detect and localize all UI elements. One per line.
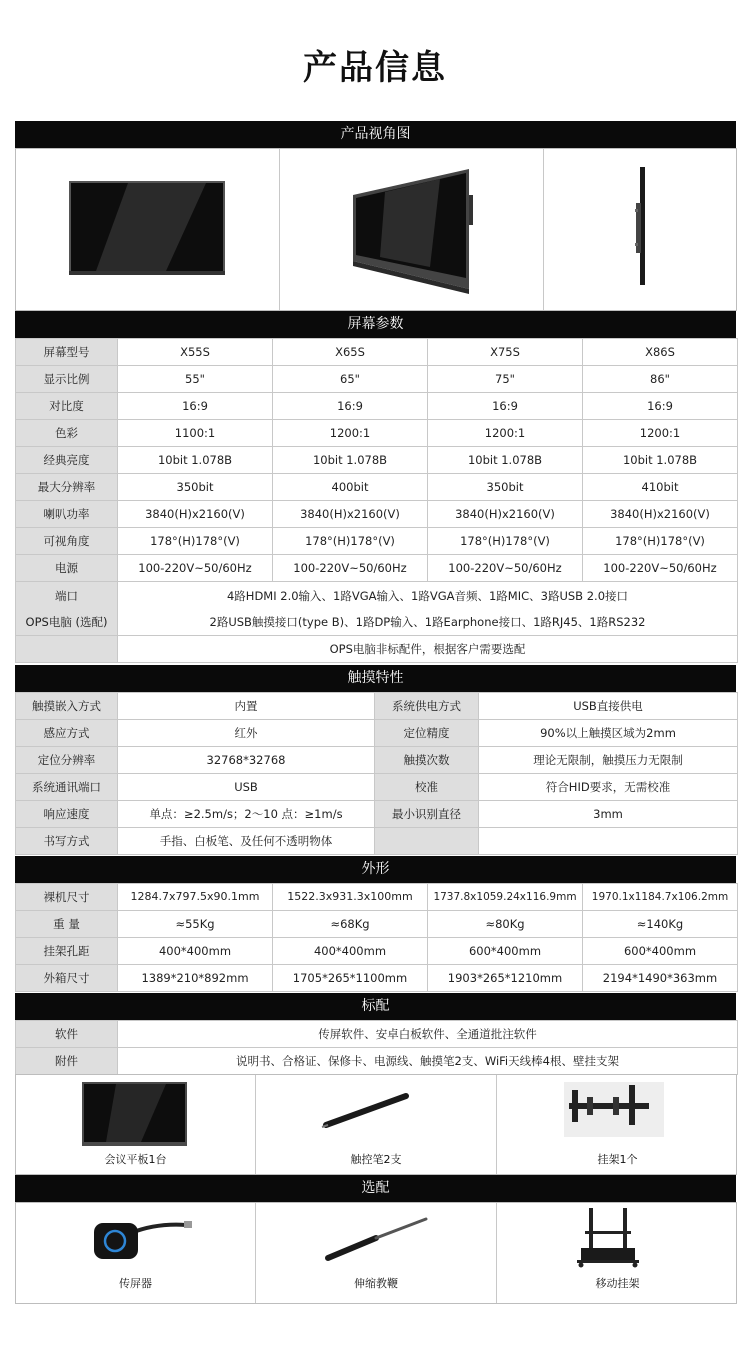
table-cell: 10bit 1.078B	[273, 447, 428, 474]
page-title: 产品信息	[303, 48, 447, 88]
table-cell: 86"	[583, 366, 738, 393]
item-caption: 移动挂架	[595, 1277, 640, 1290]
table-cell: 单点：≥2.5m/s；2～10 点：≥1m/s	[118, 801, 375, 828]
port-line-1: 4路HDMI 2.0输入、1路VGA输入、1路VGA音频、1路MIC、3路USB 2.0接口	[226, 588, 629, 603]
table-cell: 32768*32768	[118, 747, 375, 774]
row-label: 附件	[16, 1048, 118, 1075]
optional-item-stand	[497, 1203, 738, 1303]
table-row	[16, 965, 738, 992]
table-cell: 10bit 1.078B	[583, 447, 738, 474]
table-cell: 100-220V~50/60Hz	[118, 555, 273, 582]
table-cell: 3mm	[479, 801, 738, 828]
table-row	[16, 555, 738, 582]
row-label: 屏幕型号	[16, 339, 118, 366]
table-cell: 178°(H)178°(V)	[428, 528, 583, 555]
table-cell: ≈68Kg	[273, 911, 428, 938]
standard-items-panel	[15, 1074, 737, 1175]
view-front	[16, 149, 280, 310]
table-row	[16, 693, 738, 720]
model-cell: X55S	[118, 339, 273, 366]
item-caption: 会议平板1台	[104, 1153, 167, 1166]
section-header-touch: 触摸特性	[15, 665, 736, 692]
table-row	[16, 528, 738, 555]
table-cell: ≈140Kg	[583, 911, 738, 938]
table-row	[16, 1048, 738, 1075]
optional-item-pointer	[256, 1203, 497, 1303]
table-cell: 600*400mm	[428, 938, 583, 965]
table-cell: 1200:1	[583, 420, 738, 447]
table-row	[16, 774, 738, 801]
table-cell: 符合HID要求，无需校准	[479, 774, 738, 801]
angle-view-image	[280, 149, 544, 312]
table-cell: 1389*210*892mm	[118, 965, 273, 992]
table-cell: 600*400mm	[583, 938, 738, 965]
section-header-optional: 选配	[15, 1175, 736, 1202]
table-cell: 350bit	[118, 474, 273, 501]
port-label-cell	[16, 582, 118, 636]
table-cell: 1200:1	[428, 420, 583, 447]
model-cell: X75S	[428, 339, 583, 366]
table-cell: USB直接供电	[479, 693, 738, 720]
row-label: 色彩	[16, 420, 118, 447]
row-label: 对比度	[16, 393, 118, 420]
table-cell: 1903*265*1210mm	[428, 965, 583, 992]
row-label: 裸机尺寸	[16, 884, 118, 911]
table-cell: 350bit	[428, 474, 583, 501]
table-cell: 178°(H)178°(V)	[273, 528, 428, 555]
table-cell: 1737.8x1059.24x116.9mm	[428, 884, 583, 911]
standard-item-bracket	[497, 1075, 738, 1174]
table-cell: 内置	[118, 693, 375, 720]
table-cell: 10bit 1.078B	[428, 447, 583, 474]
port-detail-cell	[118, 582, 738, 636]
table-cell: 400bit	[273, 474, 428, 501]
row-label: 感应方式	[16, 720, 118, 747]
table-row	[16, 911, 738, 938]
view-side	[544, 149, 738, 310]
table-row	[16, 1021, 738, 1048]
table-cell: 3840(H)x2160(V)	[428, 501, 583, 528]
table-cell: 90%以上触摸区域为2mm	[479, 720, 738, 747]
row-label: 触摸嵌入方式	[16, 693, 118, 720]
table-cell: 410bit	[583, 474, 738, 501]
section-header-standard: 标配	[15, 993, 736, 1020]
item-caption: 挂架1个	[597, 1153, 638, 1166]
view-angle	[280, 149, 544, 310]
table-row	[16, 474, 738, 501]
table-row	[16, 747, 738, 774]
table-cell: 65"	[273, 366, 428, 393]
row-label: 触摸次数	[375, 747, 479, 774]
item-caption: 触控笔2支	[350, 1153, 402, 1166]
table-cell: 理论无限制，触摸压力无限制	[479, 747, 738, 774]
table-row	[16, 393, 738, 420]
table-row	[16, 720, 738, 747]
table-cell: 16:9	[273, 393, 428, 420]
model-cell: X86S	[583, 339, 738, 366]
table-cell: 3840(H)x2160(V)	[583, 501, 738, 528]
row-label: 显示比例	[16, 366, 118, 393]
row-label: 定位精度	[375, 720, 479, 747]
table-cell: ≈55Kg	[118, 911, 273, 938]
table-cell: 16:9	[583, 393, 738, 420]
table-cell: 1522.3x931.3x100mm	[273, 884, 428, 911]
row-label: 最小识别直径	[375, 801, 479, 828]
row-label: 挂架孔距	[16, 938, 118, 965]
port-line-2: 2路USB触摸接口(type B)、1路DP输入、1路Earphone接口、1路RJ45、1路RS232	[209, 614, 646, 629]
standard-item-pen	[256, 1075, 497, 1174]
table-cell: 178°(H)178°(V)	[118, 528, 273, 555]
section-header-views: 产品视角图	[15, 121, 736, 148]
table-cell: 16:9	[118, 393, 273, 420]
software-cell: 传屏软件、安卓白板软件、全通道批注软件	[118, 1021, 738, 1048]
table-row	[16, 501, 738, 528]
table-cell	[479, 828, 738, 855]
touch-table	[15, 692, 738, 855]
row-label: 经典亮度	[16, 447, 118, 474]
table-cell: 100-220V~50/60Hz	[583, 555, 738, 582]
product-views-panel	[15, 148, 737, 311]
table-cell: 1100:1	[118, 420, 273, 447]
row-label: 定位分辨率	[16, 747, 118, 774]
screen-params-table	[15, 338, 738, 663]
table-cell: 400*400mm	[273, 938, 428, 965]
model-cell: X65S	[273, 339, 428, 366]
table-row	[16, 447, 738, 474]
row-label: 重 量	[16, 911, 118, 938]
table-cell: 手指、白板笔、及任何不透明物体	[118, 828, 375, 855]
table-cell: 红外	[118, 720, 375, 747]
accessories-cell: 说明书、合格证、保修卡、电源线、触摸笔2支、WiFi天线棒4根、壁挂支架	[118, 1048, 738, 1075]
row-label: 可视角度	[16, 528, 118, 555]
table-row	[16, 366, 738, 393]
row-label: 软件	[16, 1021, 118, 1048]
standard-item-tablet	[16, 1075, 256, 1174]
row-label	[375, 828, 479, 855]
table-row	[16, 884, 738, 911]
section-header-screen: 屏幕参数	[15, 311, 736, 338]
table-row	[16, 636, 738, 663]
table-cell: 400*400mm	[118, 938, 273, 965]
table-cell: 3840(H)x2160(V)	[118, 501, 273, 528]
row-label: 系统通讯端口	[16, 774, 118, 801]
table-cell: 75"	[428, 366, 583, 393]
table-cell: 1970.1x1184.7x106.2mm	[583, 884, 738, 911]
table-row	[16, 828, 738, 855]
optional-items-panel	[15, 1202, 737, 1304]
row-label: 最大分辨率	[16, 474, 118, 501]
item-caption: 伸缩教鞭	[354, 1277, 398, 1290]
table-cell: USB	[118, 774, 375, 801]
item-caption: 传屏器	[119, 1277, 152, 1290]
table-cell: 100-220V~50/60Hz	[273, 555, 428, 582]
row-label: 外箱尺寸	[16, 965, 118, 992]
table-cell: 1200:1	[273, 420, 428, 447]
empty-label	[16, 636, 118, 663]
side-view-image	[544, 149, 738, 312]
ops-label: OPS电脑 (选配)	[25, 614, 108, 629]
row-label: 响应速度	[16, 801, 118, 828]
table-cell: 55"	[118, 366, 273, 393]
table-cell: 178°(H)178°(V)	[583, 528, 738, 555]
optional-item-dongle	[16, 1203, 256, 1303]
table-cell: 1284.7x797.5x90.1mm	[118, 884, 273, 911]
table-cell: 10bit 1.078B	[118, 447, 273, 474]
table-cell: 100-220V~50/60Hz	[428, 555, 583, 582]
port-label: 端口	[55, 588, 78, 603]
row-label: 书写方式	[16, 828, 118, 855]
table-cell: ≈80Kg	[428, 911, 583, 938]
ops-note: OPS电脑非标配件，根据客户需要选配	[118, 636, 738, 663]
table-cell: 3840(H)x2160(V)	[273, 501, 428, 528]
table-row	[16, 582, 738, 636]
row-label: 校准	[375, 774, 479, 801]
row-label: 系统供电方式	[375, 693, 479, 720]
appearance-table	[15, 883, 738, 992]
table-cell: 1705*265*1100mm	[273, 965, 428, 992]
standard-table	[15, 1020, 738, 1075]
row-label: 喇叭功率	[16, 501, 118, 528]
section-header-appearance: 外形	[15, 856, 736, 883]
table-row	[16, 420, 738, 447]
table-row	[16, 801, 738, 828]
table-cell: 2194*1490*363mm	[583, 965, 738, 992]
table-row	[16, 339, 738, 366]
row-label: 电源	[16, 555, 118, 582]
table-row	[16, 938, 738, 965]
front-view-image	[16, 149, 280, 312]
table-cell: 16:9	[428, 393, 583, 420]
